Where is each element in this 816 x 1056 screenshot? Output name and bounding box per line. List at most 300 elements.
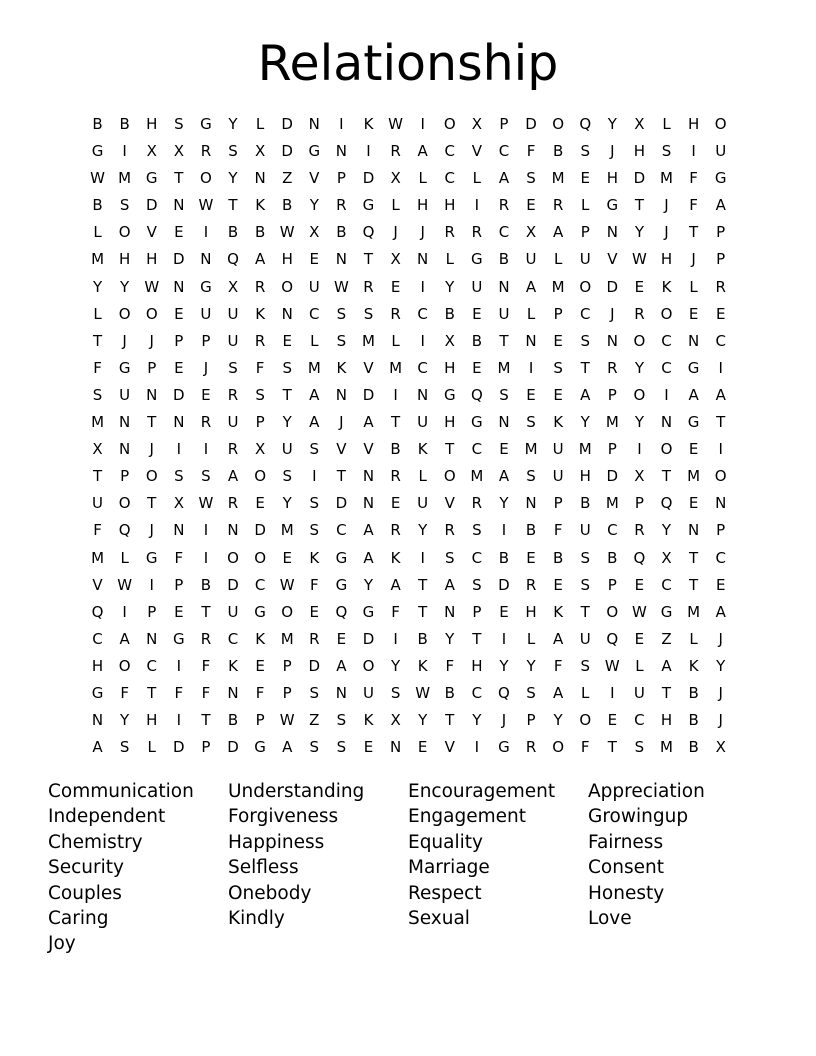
grid-letter: H	[444, 358, 456, 377]
grid-letter: K	[417, 440, 428, 459]
grid-letter: I	[501, 521, 507, 540]
word-list-item: Security	[48, 857, 124, 879]
word-column	[228, 779, 408, 957]
grid-letter: P	[147, 602, 157, 621]
grid-letter: I	[203, 548, 209, 567]
grid-letter: H	[687, 115, 700, 133]
grid-letter: H	[444, 413, 456, 432]
grid-letter: G	[145, 548, 158, 567]
grid-letter: V	[471, 142, 482, 161]
grid-letter: K	[228, 656, 238, 675]
grid-letter: M	[578, 440, 592, 459]
grid-letter: B	[525, 521, 537, 540]
grid-letter: N	[173, 413, 185, 432]
grid-letter: E	[309, 250, 320, 269]
grid-letter: W	[604, 656, 620, 675]
grid-letter: R	[471, 494, 483, 513]
grid-letter: L	[445, 250, 454, 269]
grid-letter: S	[363, 304, 374, 323]
grid-letter: X	[173, 494, 184, 513]
grid-letter: X	[390, 711, 401, 730]
grid-letter: E	[715, 304, 726, 323]
grid-letter: M	[280, 521, 294, 540]
grid-letter: E	[634, 277, 645, 296]
grid-letter: E	[553, 385, 563, 404]
grid-letter: N	[227, 521, 239, 540]
grid-letter: I	[420, 548, 425, 567]
grid-letter: B	[688, 683, 699, 702]
grid-letter: Q	[633, 548, 646, 567]
grid-letter: P	[282, 683, 292, 702]
grid-letter: G	[335, 548, 348, 567]
grid-letter: I	[203, 440, 209, 459]
word-list-item: Growingup	[588, 806, 689, 828]
word-list-item: Respect	[408, 882, 482, 904]
grid-letter: T	[147, 494, 157, 513]
grid-letter: F	[553, 521, 563, 540]
grid-letter: O	[118, 656, 131, 675]
grid-letter: I	[176, 711, 182, 730]
grid-letter: X	[254, 440, 266, 459]
grid-letter: F	[174, 683, 184, 702]
grid-letter: S	[661, 142, 672, 161]
grid-letter: W	[415, 683, 431, 702]
grid-letter: M	[118, 169, 132, 188]
grid-letter: S	[553, 358, 563, 377]
grid-letter: D	[335, 494, 348, 513]
grid-letter: D	[173, 738, 185, 757]
grid-letter: H	[660, 711, 673, 730]
grid-letter: O	[660, 440, 673, 459]
grid-letter: N	[362, 467, 375, 486]
grid-letter: A	[498, 467, 510, 486]
grid-letter: G	[714, 169, 727, 188]
grid-letter: S	[119, 738, 130, 757]
grid-letter: X	[254, 142, 266, 161]
grid-letter: P	[716, 223, 726, 242]
grid-letter: N	[417, 385, 429, 404]
grid-letter: J	[149, 440, 154, 459]
grid-letter: I	[474, 196, 480, 215]
grid-letter: T	[445, 711, 455, 730]
grid-letter: O	[443, 115, 456, 133]
grid-letter: S	[472, 521, 482, 540]
grid-letter: J	[664, 223, 669, 242]
grid-letter: R	[254, 277, 266, 296]
grid-letter: U	[498, 304, 510, 323]
grid-letter: D	[362, 385, 375, 404]
grid-letter: C	[498, 223, 510, 242]
grid-letter: Y	[445, 629, 455, 648]
grid-letter: M	[389, 358, 403, 377]
grid-letter: L	[553, 250, 563, 269]
grid-letter: J	[718, 683, 723, 702]
grid-letter: R	[200, 629, 212, 648]
grid-letter: N	[606, 223, 618, 242]
grid-letter: T	[390, 413, 401, 432]
grid-letter: L	[581, 683, 590, 702]
grid-row	[84, 601, 734, 628]
grid-letter: B	[498, 250, 510, 269]
grid-row	[84, 140, 734, 167]
grid-letter: P	[607, 385, 617, 404]
grid-letter: J	[501, 711, 507, 730]
grid-letter: N	[715, 494, 727, 513]
grid-letter: V	[92, 575, 103, 594]
grid-letter: Q	[660, 494, 673, 513]
grid-letter: E	[390, 494, 401, 513]
grid-letter: S	[309, 738, 320, 757]
grid-letter: G	[173, 629, 185, 648]
grid-letter: E	[553, 575, 563, 594]
grid-letter: O	[200, 169, 212, 188]
grid-letter: W	[333, 277, 349, 296]
grid-letter: D	[227, 575, 239, 594]
grid-letter: W	[90, 169, 105, 188]
grid-letter: U	[119, 385, 131, 404]
grid-letter: I	[393, 629, 398, 648]
grid-letter: S	[580, 656, 590, 675]
grid-letter: M	[687, 602, 701, 621]
grid-letter: H	[119, 250, 131, 269]
grid-letter: A	[553, 223, 564, 242]
grid-letter: C	[661, 358, 672, 377]
grid-letter: O	[362, 656, 375, 675]
grid-letter: G	[200, 115, 212, 133]
grid-letter: T	[661, 467, 672, 486]
grid-row	[84, 438, 734, 465]
grid-letter: Z	[309, 711, 320, 730]
grid-letter: G	[606, 196, 619, 215]
grid-letter: M	[551, 277, 565, 296]
grid-letter: L	[689, 277, 698, 296]
grid-row	[84, 709, 734, 736]
grid-letter: E	[309, 602, 320, 621]
grid-letter: E	[417, 738, 428, 757]
grid-letter: C	[471, 440, 483, 459]
grid-letter: S	[580, 575, 590, 594]
grid-letter: G	[443, 385, 456, 404]
grid-letter: M	[91, 548, 105, 567]
grid-row	[84, 655, 734, 682]
grid-letter: E	[634, 575, 645, 594]
grid-letter: B	[688, 738, 699, 757]
grid-letter: N	[200, 250, 212, 269]
grid-letter: O	[552, 115, 565, 133]
grid-letter: P	[147, 358, 157, 377]
grid-letter: Y	[580, 413, 590, 432]
grid-letter: A	[553, 629, 564, 648]
grid-letter: M	[551, 169, 565, 188]
grid-letter: Y	[418, 521, 428, 540]
grid-letter: J	[420, 223, 425, 242]
grid-letter: C	[227, 629, 239, 648]
grid-letter: C	[309, 304, 320, 323]
grid-letter: X	[471, 115, 482, 133]
grid-letter: T	[689, 575, 699, 594]
grid-letter: A	[282, 738, 293, 757]
grid-letter: K	[661, 277, 672, 296]
grid-letter: U	[579, 521, 591, 540]
grid-letter: B	[417, 629, 428, 648]
grid-letter: E	[526, 196, 536, 215]
grid-letter: J	[664, 196, 669, 215]
grid-letter: M	[524, 440, 538, 459]
grid-letter: A	[715, 196, 726, 215]
grid-letter: C	[715, 548, 726, 567]
grid-letter: S	[174, 467, 184, 486]
grid-row	[84, 574, 734, 601]
grid-letter: M	[660, 738, 673, 757]
grid-row	[84, 330, 734, 357]
grid-letter: W	[632, 250, 647, 269]
grid-letter: R	[552, 196, 564, 215]
grid-letter: T	[661, 683, 672, 702]
grid-letter: R	[634, 521, 645, 540]
grid-letter: B	[444, 304, 455, 323]
grid-letter: N	[173, 196, 185, 215]
grid-letter: N	[525, 494, 537, 513]
grid-letter: G	[254, 738, 266, 757]
grid-letter: O	[118, 223, 131, 242]
word-list-item: Sexual	[408, 908, 470, 930]
grid-row	[84, 167, 734, 194]
grid-letter: T	[580, 358, 590, 377]
grid-letter: L	[255, 115, 265, 133]
grid-letter: O	[443, 467, 456, 486]
grid-letter: A	[715, 385, 726, 404]
grid-letter: A	[444, 575, 455, 594]
grid-letter: W	[279, 223, 295, 242]
grid-letter: E	[607, 711, 618, 730]
grid-letter: T	[147, 683, 157, 702]
grid-letter: A	[498, 169, 510, 188]
grid-row	[84, 221, 734, 248]
grid-letter: Y	[499, 494, 509, 513]
grid-letter: G	[498, 738, 510, 757]
grid-letter: O	[660, 304, 673, 323]
grid-letter: P	[634, 494, 644, 513]
grid-letter: X	[661, 548, 672, 567]
grid-letter: N	[281, 304, 293, 323]
grid-letter: L	[418, 169, 427, 188]
grid-letter: R	[363, 277, 374, 296]
grid-letter: E	[282, 548, 292, 567]
grid-letter: T	[418, 602, 428, 621]
grid-letter: T	[472, 629, 482, 648]
word-list-item: Communication	[48, 781, 194, 802]
grid-letter: J	[122, 331, 127, 350]
grid-letter: W	[388, 115, 403, 133]
grid-letter: I	[312, 467, 317, 486]
grid-letter: T	[607, 738, 617, 757]
grid-letter: C	[607, 521, 618, 540]
grid-letter: S	[255, 385, 265, 404]
grid-letter: S	[526, 169, 536, 188]
grid-letter: X	[390, 169, 401, 188]
grid-letter: B	[688, 711, 699, 730]
grid-letter: O	[579, 277, 592, 296]
letter-grid	[84, 113, 734, 763]
grid-letter: G	[471, 413, 483, 432]
grid-letter: I	[691, 142, 696, 161]
grid-letter: D	[145, 196, 158, 215]
grid-letter: P	[174, 575, 184, 594]
grid-letter: E	[336, 629, 347, 648]
grid-letter: S	[526, 683, 536, 702]
grid-letter: U	[552, 467, 564, 486]
grid-letter: W	[117, 575, 133, 594]
word-list-item: Chemistry	[48, 831, 143, 853]
grid-letter: E	[363, 738, 374, 757]
grid-letter: C	[715, 331, 726, 350]
grid-letter: R	[390, 304, 401, 323]
grid-letter: N	[254, 169, 266, 188]
grid-letter: B	[580, 494, 591, 513]
grid-letter: M	[605, 494, 619, 513]
grid-letter: H	[579, 467, 591, 486]
grid-letter: A	[92, 738, 103, 757]
grid-letter: F	[391, 602, 400, 621]
grid-letter: D	[227, 738, 239, 757]
grid-letter: R	[634, 304, 645, 323]
grid-letter: E	[472, 304, 482, 323]
grid-letter: L	[391, 331, 400, 350]
grid-letter: L	[526, 304, 536, 323]
grid-letter: F	[255, 358, 265, 377]
word-list-item: Independent	[48, 806, 166, 828]
grid-letter: V	[607, 250, 618, 269]
grid-letter: S	[282, 467, 292, 486]
word-list-item: Happiness	[228, 831, 325, 853]
grid-letter: V	[336, 440, 347, 459]
grid-letter: W	[279, 711, 295, 730]
grid-letter: G	[308, 142, 321, 161]
grid-letter: E	[255, 656, 265, 675]
grid-letter: H	[633, 142, 646, 161]
grid-letter: A	[363, 548, 374, 567]
grid-letter: Z	[282, 169, 293, 188]
grid-letter: D	[281, 115, 293, 133]
grid-letter: Y	[120, 711, 130, 730]
grid-letter: J	[610, 142, 615, 161]
grid-letter: P	[282, 656, 292, 675]
grid-letter: B	[254, 223, 266, 242]
grid-letter: L	[418, 467, 427, 486]
grid-letter: I	[122, 602, 127, 621]
grid-letter: P	[472, 602, 482, 621]
grid-letter: X	[634, 467, 645, 486]
grid-letter: M	[362, 331, 375, 350]
grid-letter: S	[580, 331, 590, 350]
grid-letter: C	[471, 683, 483, 702]
word-list-item: Honesty	[588, 882, 665, 904]
grid-letter: Q	[91, 602, 104, 621]
grid-letter: T	[174, 169, 184, 188]
grid-letter: X	[525, 223, 537, 242]
grid-letter: U	[281, 440, 293, 459]
grid-letter: C	[471, 548, 483, 567]
grid-letter: A	[336, 656, 347, 675]
grid-row	[84, 113, 734, 140]
grid-letter: U	[715, 142, 727, 161]
grid-letter: N	[335, 142, 347, 161]
grid-letter: G	[660, 602, 673, 621]
grid-letter: E	[472, 358, 482, 377]
grid-letter: Y	[282, 413, 292, 432]
grid-letter: R	[254, 331, 266, 350]
grid-letter: J	[339, 413, 344, 432]
grid-letter: C	[444, 142, 455, 161]
grid-letter: Q	[335, 602, 348, 621]
grid-letter: T	[716, 413, 726, 432]
grid-letter: F	[309, 575, 319, 594]
grid-letter: X	[92, 440, 103, 459]
grid-letter: E	[553, 331, 563, 350]
grid-letter: H	[91, 656, 104, 675]
grid-letter: U	[471, 277, 483, 296]
grid-letter: K	[309, 548, 320, 567]
grid-letter: O	[606, 602, 619, 621]
grid-letter: S	[634, 738, 645, 757]
grid-letter: A	[363, 521, 374, 540]
grid-letter: C	[336, 521, 347, 540]
grid-letter: A	[363, 413, 374, 432]
grid-letter: U	[417, 413, 429, 432]
word-list-item: Encouragement	[408, 781, 556, 802]
grid-letter: N	[444, 602, 456, 621]
grid-row	[84, 248, 734, 275]
grid-letter: F	[93, 521, 102, 540]
grid-letter: X	[227, 277, 239, 296]
grid-letter: I	[610, 683, 615, 702]
grid-letter: B	[444, 683, 455, 702]
grid-letter: F	[201, 656, 211, 675]
grid-letter: S	[309, 440, 320, 459]
grid-letter: L	[581, 196, 590, 215]
grid-letter: U	[579, 250, 591, 269]
puzzle-title: Relationship	[257, 35, 559, 92]
grid-letter: P	[553, 304, 563, 323]
grid-letter: N	[227, 683, 239, 702]
grid-letter: M	[687, 467, 701, 486]
grid-letter: N	[417, 250, 429, 269]
grid-letter: S	[336, 738, 347, 757]
grid-letter: U	[227, 602, 239, 621]
grid-letter: L	[310, 331, 319, 350]
grid-letter: I	[339, 115, 344, 133]
grid-letter: U	[308, 277, 320, 296]
grid-letter: V	[146, 223, 157, 242]
word-list-item: Consent	[588, 857, 664, 879]
grid-letter: S	[445, 548, 455, 567]
grid-letter: P	[201, 738, 211, 757]
grid-letter: N	[335, 250, 347, 269]
grid-letter: O	[118, 304, 131, 323]
grid-letter: W	[198, 494, 214, 513]
grid-letter: C	[254, 575, 266, 594]
grid-letter: N	[146, 385, 158, 404]
grid-letter: X	[173, 142, 184, 161]
grid-letter: S	[336, 331, 347, 350]
grid-row	[84, 519, 734, 546]
grid-letter: C	[634, 711, 645, 730]
word-list-item: Understanding	[228, 781, 365, 802]
grid-letter: K	[553, 602, 564, 621]
grid-letter: P	[580, 223, 590, 242]
grid-letter: Y	[228, 169, 238, 188]
grid-letter: I	[122, 142, 127, 161]
